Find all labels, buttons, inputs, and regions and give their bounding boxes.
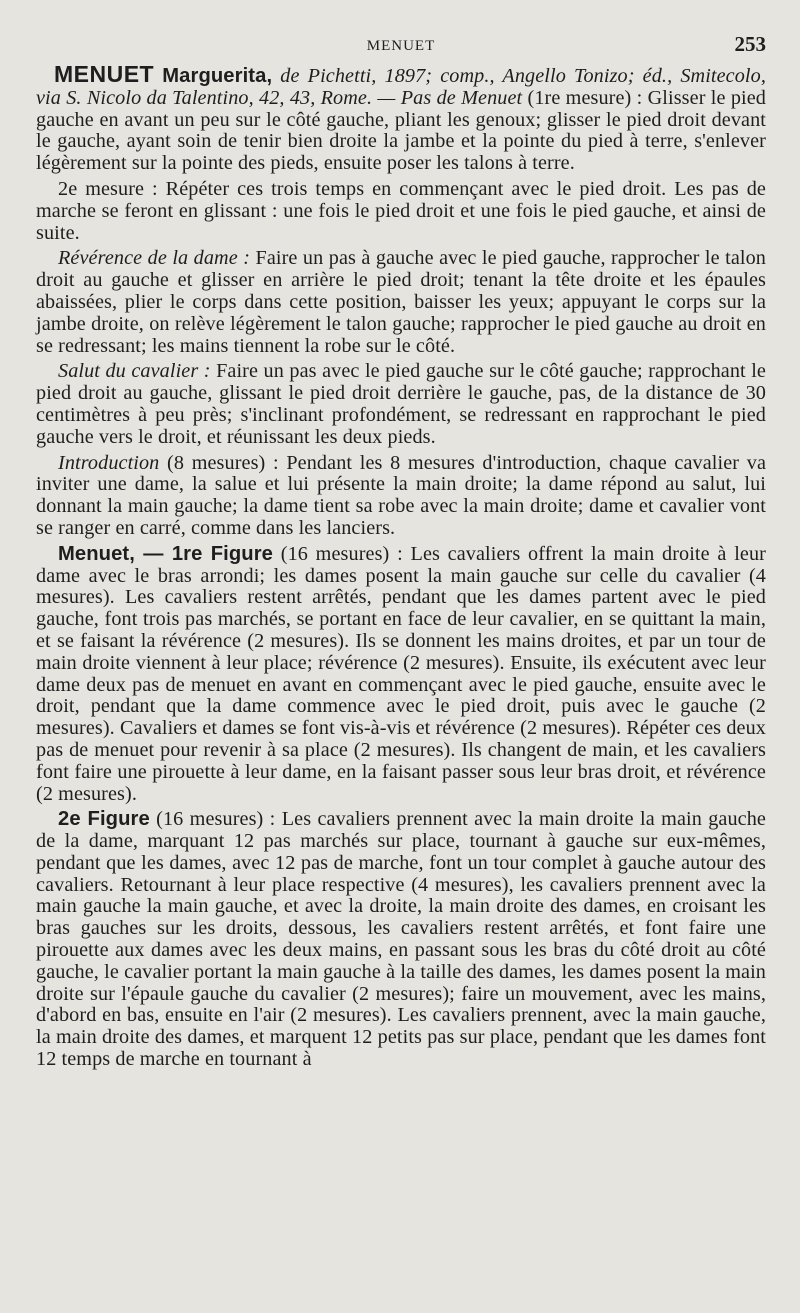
salut-label: Salut du cavalier : <box>58 360 211 383</box>
page-header <box>36 30 766 64</box>
paragraph-introduction <box>36 453 766 540</box>
page-number: 253 <box>734 32 766 56</box>
reverence-text: Faire un pas à gauche avec le pied gauche, rapprocher le talon droit au gauche et glisser en arrière le pied droit; tenant la tête droite et les épaules abaissées, plier le corps dans cette position, baisser les yeux; appuyant le corps sur la jambe droite, on relève légèrement le talon gauche; rapprocher le pied gauche au droit en se redressant; les mains tiennent la robe sur le côté. <box>36 247 766 357</box>
introduction-label: Introduction <box>58 451 160 474</box>
pas-label: Pas de Menuet <box>400 86 523 109</box>
figure-2-label: 2e Figure <box>58 808 150 831</box>
reverence-label: Révérence de la dame : <box>58 247 251 270</box>
salut-text: Faire un pas avec le pied gauche sur le côté gauche; rapprochant le pied droit au gauche, glissant le pied droit derrière le gauche, pas, de la distance de 30 centimètres à peu près; s'inclinant profondément, se redressant en rapprochant le pied gauche vers le droit, et réunissant les deux pieds. <box>36 360 766 448</box>
introduction-text: (8 mesures) : Pendant les 8 mesures d'introduction, chaque cavalier va inviter une dame, la salue et lui présente la main droite; la dame répond au salut, lui donnant la main gauche; la dame tient sa robe avec la main droite; dame et cavalier vont se ranger en carré, comme dans les lanciers. <box>36 451 766 539</box>
pas-text: (1re mesure) : Glisser le pied gauche en avant un peu sur le côté gauche, pliant les genoux; glisser le pied droit devant le gauche, ayant soin de tenir bien droite la jambe et la pointe du pied à terre, s'enlever légèrement sur la pointe des pieds, ensuite poser les talons à terre. <box>36 86 766 175</box>
body-text <box>36 61 766 1071</box>
entry-title: MENUET <box>54 61 155 87</box>
paragraph-reverence <box>36 248 766 357</box>
paragraph-mesure-2 <box>36 179 766 244</box>
mesure-2-text: 2e mesure : Répéter ces trois temps en commençant avec le pied droit. Les pas de marche se feront en glissant : une fois le pied droit et une fois le pied gauche, et ainsi de suite. <box>36 177 766 244</box>
figure-1-text: (16 mesures) : Les cavaliers offrent la main droite à leur dame avec le bras arrondi; les dames posent la main gauche sur celle du cavalier (4 mesures). Les cavaliers restent arrêtés, pendant que les dames partent avec le pied gauche, font trois pas marchés, se portant en face de leur cavalier, en se quittant la main, et se faisant la révérence (2 mesures). Ils se donnent les mains droites, et par un tour de main droite viennent à leur place; révérence (2 mesures). Ensuite, ils exécutent avec leur dame deux pas de menuet en avant en commençant avec le pied gauche, ensuite avec le droit, pendant que la dame commence avec le pied droit, puis avec le gauche (2 mesures). Cavaliers et dames se font vis-à-vis et révérence (2 mesures). Répéter ces deux pas de menuet pour revenir à sa place (2 mesures). Ils changent de main, et les cavaliers font faire une pirouette à leur dame, en la faisant passer sous leur bras droit, et révérence (2 mesures). <box>36 542 766 805</box>
entry-publication: de Pichetti, 1897; comp., Angello Tonizo; éd., Smitecolo, via S. Nicolo da Talentino, 42, 43, Rome. — <box>36 65 766 109</box>
paragraph-figure-1 <box>36 544 766 806</box>
paragraph-salut <box>36 361 766 448</box>
entry-paragraph <box>36 61 766 175</box>
running-title: MENUET <box>366 38 436 54</box>
figure-1-label: Menuet, — 1re Figure <box>58 542 274 565</box>
figure-2-text: (16 mesures) : Les cavaliers prennent avec la main droite la main gauche de la dame, marquant 12 pas marchés sur place, tournant à gauche sur eux-mêmes, pendant que les dames, avec 12 pas de marche, font un tour complet à gauche autour des cavaliers. Retournant à leur place respective (4 mesures), les cavaliers prennent avec la main gauche la main gauche, et avec la droite, la main droite des dames, en croisant les bras gauches sur les droits, dessous, les cavaliers restent arrêtés, et font faire une pirouette aux dames avec les deux mains, en passant sous les bras du côté droit au côté gauche, le cavalier portant la main gauche à la taille des dames, les dames posent la main droite sur l'épaule gauche du cavalier (2 mesures); faire un mouvement, avec les mains, d'abord en bas, ensuite en l'air (2 mesures). Les cavaliers prennent, avec la main gauche, la main droite des dames, et marquent 12 petits pas sur place, pendant que les dames font 12 temps de marche en tournant à <box>36 808 766 1071</box>
paragraph-figure-2 <box>36 809 766 1071</box>
entry-name: Marguerita, <box>162 65 273 87</box>
